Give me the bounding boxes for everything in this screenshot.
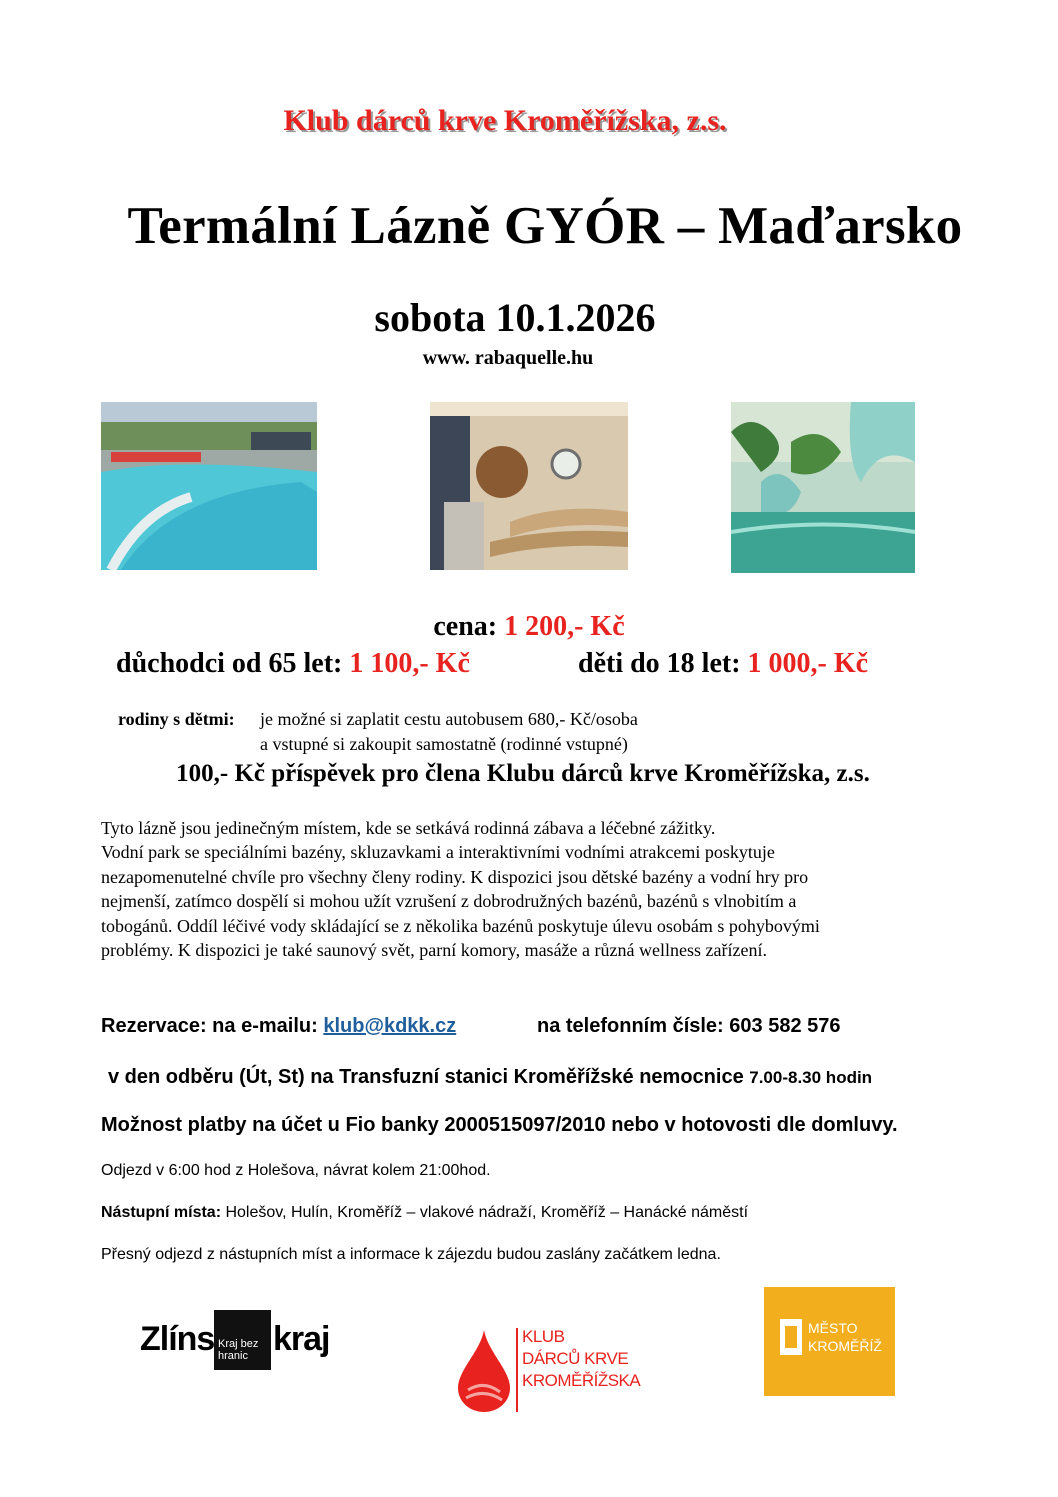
kids-value: 1 000,- Kč xyxy=(747,648,869,679)
mesto-logo-line2: KROMĚŘÍŽ xyxy=(808,1338,882,1354)
zlin-logo-right: kraj xyxy=(273,1320,330,1358)
donation-hours: 7.00-8.30 hodin xyxy=(749,1068,873,1087)
kdk-logo-line3: KROMĚŘÍŽSKA xyxy=(522,1371,641,1390)
boarding-label: Nástupní místa: xyxy=(101,1204,222,1221)
boarding-list: Holešov, Hulín, Kroměříž – vlakové nádraží, Kroměříž – Hanácké náměstí xyxy=(221,1204,749,1221)
family-line-1: je možné si zaplatit cestu autobusem 680,- Kč/osoba xyxy=(260,709,638,729)
description-line: nejmenší, zatímco dospělí si mohou užít vzrušení z dobrodružných bazénů, bazénů s vlnobitím a xyxy=(101,891,797,912)
kids-label: děti do 18 let: xyxy=(578,648,748,679)
family-line-2: a vstupné si zakoupit samostatně (rodinné vstupné) xyxy=(260,734,628,754)
price-value: 1 200,- Kč xyxy=(504,611,625,642)
member-contribution: 100,- Kč příspěvek pro člena Klubu dárců krve Kroměřížska, z.s. xyxy=(176,760,870,787)
senior-label: důchodci od 65 let: xyxy=(116,648,350,679)
price-main xyxy=(0,611,1058,643)
page-title: Termální Lázně GYÓR – Maďarsko xyxy=(127,197,963,255)
reservation-label: Rezervace: na e-mailu: xyxy=(101,1015,324,1037)
price-kids xyxy=(578,648,868,680)
website-link[interactable]: www. rabaquelle.hu xyxy=(422,347,594,369)
boarding-points xyxy=(101,1204,748,1222)
city-emblem-icon xyxy=(780,1319,802,1355)
donation-day-line xyxy=(108,1066,872,1089)
sauna-photo xyxy=(430,402,628,570)
water-slide-photo xyxy=(731,402,915,573)
description xyxy=(101,816,981,962)
mesto-kromeriz-logo xyxy=(764,1287,895,1396)
price-senior xyxy=(116,648,470,680)
donation-day: v den odběru (Út, St) na Transfuzní stanici Kroměřížské nemocnice xyxy=(108,1066,750,1088)
description-line: nezapomenutelné chvíle pro všechny členy rodiny. K dispozici jsou dětské bazény a vodní hry pro xyxy=(101,866,809,887)
zlin-logo-box-line2: hranic xyxy=(218,1350,248,1362)
kdk-logo-line2: DÁRCŮ KRVE xyxy=(522,1349,629,1368)
blood-donors-club-logo xyxy=(458,1324,641,1416)
club-name: Klub dárců krve Kroměřížska, z.s. xyxy=(283,104,727,137)
family-label: rodiny s dětmi: xyxy=(118,709,235,729)
description-line: Tyto lázně jsou jedinečným místem, kde se setkává rodinná zábava a léčebné zážitky. xyxy=(101,818,716,838)
email-link[interactable]: klub@kdkk.cz xyxy=(323,1015,457,1037)
reservation-phone: na telefonním čísle: 603 582 576 xyxy=(537,1015,841,1037)
blood-drop-icon xyxy=(458,1330,510,1412)
zlin-logo-box xyxy=(214,1310,271,1370)
payment-info: Možnost platby na účet u Fio banky 2000515097/2010 nebo v hotovosti dle domluvy. xyxy=(101,1114,898,1136)
zlin-region-logo xyxy=(140,1310,340,1374)
zlin-logo-left: Zlíns xyxy=(140,1320,215,1358)
zlin-logo-box-line1: Kraj bez xyxy=(218,1338,259,1350)
event-date: sobota 10.1.2026 xyxy=(374,295,656,340)
departure-info: Odjezd v 6:00 hod z Holešova, návrat kolem 21:00hod. xyxy=(101,1162,491,1179)
departure-notice: Přesný odjezd z nástupních míst a informace k zájezdu budou zaslány začátkem ledna. xyxy=(101,1246,721,1263)
mesto-logo-line1: MĚSTO xyxy=(808,1320,858,1336)
price-label: cena: xyxy=(433,611,505,642)
outdoor-pool-photo xyxy=(101,402,317,570)
senior-value: 1 100,- Kč xyxy=(349,648,470,679)
reservation-email-line xyxy=(101,1015,456,1038)
description-line: tobogánů. Oddíl léčivé vody skládající se z několika bazénů poskytuje úlevu osobám s pohybovými xyxy=(101,915,820,936)
description-line: Vodní park se speciálními bazény, skluzavkami a interaktivními vodními atrakcemi poskytuje xyxy=(101,842,775,863)
description-line: problémy. K dispozici je také saunový svět, parní komory, masáže a různá wellness zařízení. xyxy=(101,940,767,961)
kdk-logo-line1: KLUB xyxy=(522,1327,565,1346)
